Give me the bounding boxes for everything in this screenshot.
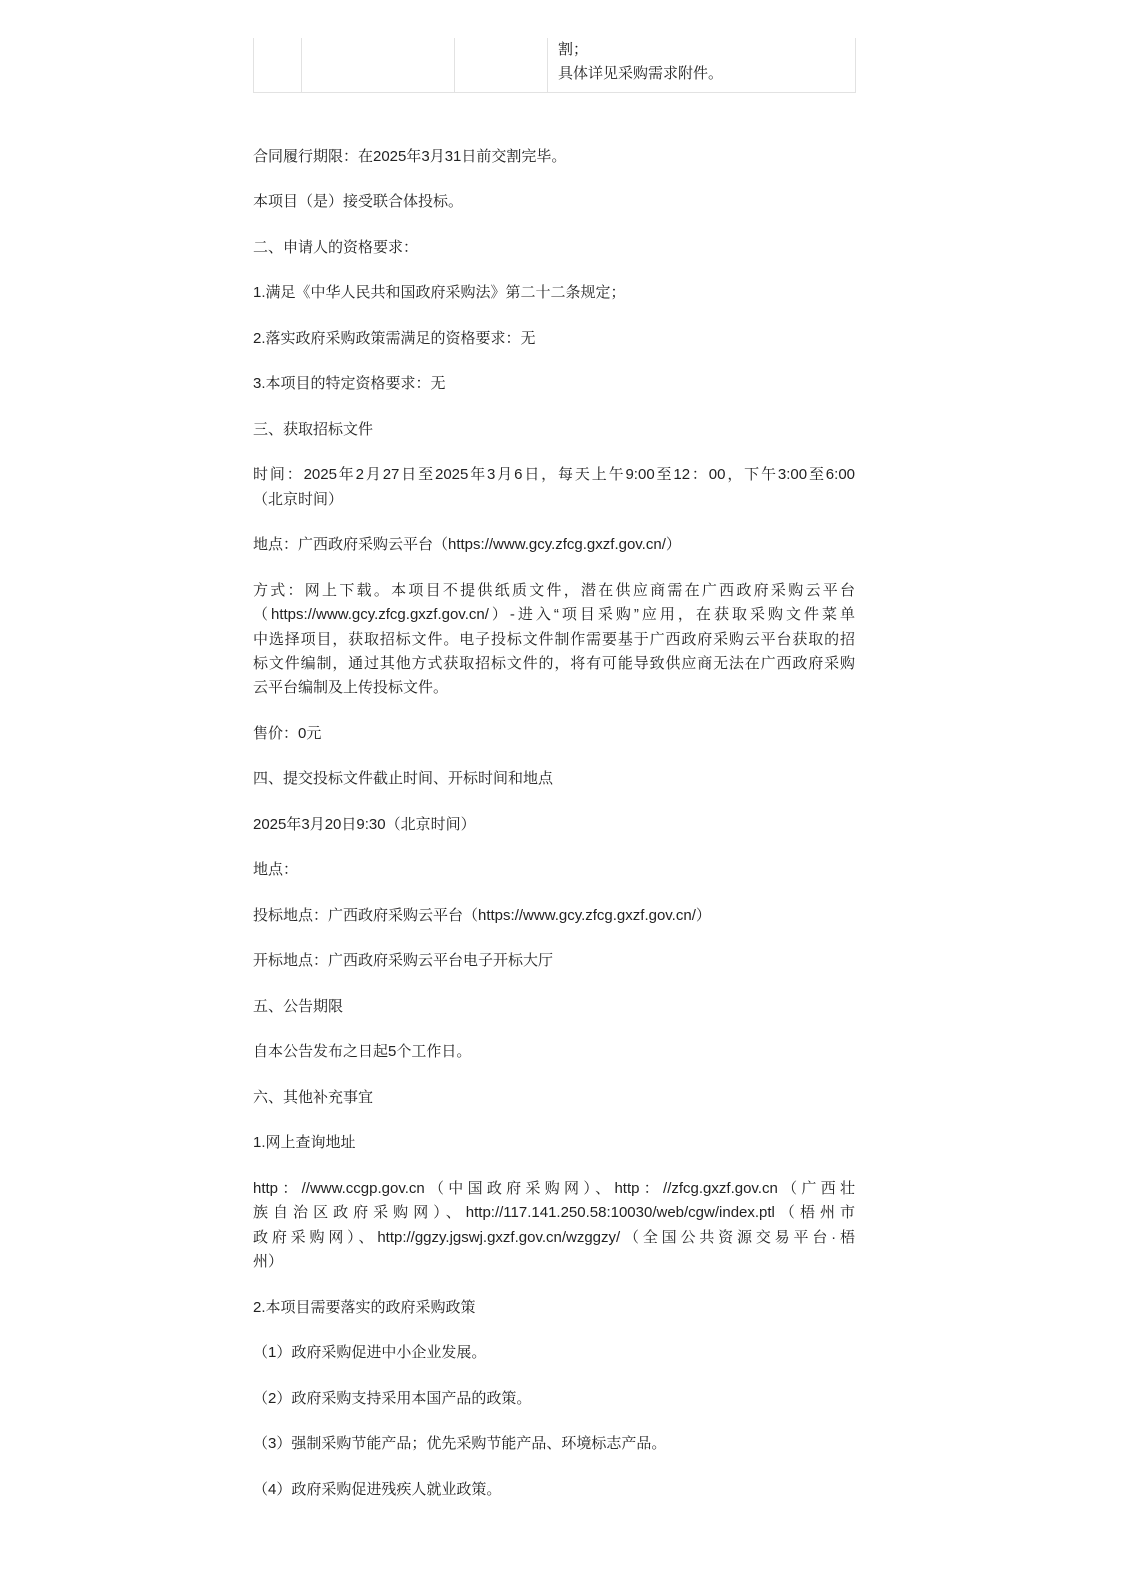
text-line: 方式：网上下载。本项目不提供纸质文件，潜在供应商需在广西政府采购云平台 [253, 581, 855, 599]
section-heading-notice-period: 五、公告期限 [253, 997, 344, 1015]
text-line: 族自治区政府采购网）、http://117.141.250.58:10030/web/cgw/index.ptl（梧州市 [253, 1204, 855, 1222]
section-heading-other-matters: 六、其他补充事宜 [253, 1088, 374, 1106]
notice-period-text: 自本公告发布之日起5个工作日。 [253, 1043, 472, 1061]
qualification-item: 1.满足《中华人民共和国政府采购法》第二十二条规定； [253, 284, 626, 302]
section-heading-obtain-documents: 三、获取招标文件 [253, 420, 374, 438]
requirements-table-fragment [253, 38, 856, 93]
submission-location-label: 地点： [253, 861, 299, 879]
table-cell [455, 38, 548, 92]
policy-item: （4）政府采购促进残疾人就业政策。 [253, 1480, 502, 1498]
text-line: 州） [253, 1253, 284, 1271]
consortium-bid-text: 本项目（是）接受联合体投标。 [253, 193, 464, 211]
announcement-content [253, 38, 855, 1523]
table-cell [302, 38, 455, 92]
opening-location-text: 开标地点：广西政府采购云平台电子开标大厅 [253, 952, 554, 970]
obtain-location-text: 地点：广西政府采购云平台（https://www.gcy.zfcg.gxzf.gov.cn/） [253, 536, 681, 554]
table-cell-requirements [548, 38, 856, 92]
bid-location-text: 投标地点：广西政府采购云平台（https://www.gcy.zfcg.gxzf.gov.cn/） [253, 906, 711, 924]
policy-item: （3）强制采购节能产品；优先采购节能产品、环境标志产品。 [253, 1435, 667, 1453]
text-line: 政府采购网）、http://ggzy.jgswj.gxzf.gov.cn/wzggzy/（全国公共资源交易平台·梧 [253, 1228, 855, 1246]
query-address-text [253, 1177, 855, 1275]
text-line: （北京时间） [253, 490, 344, 508]
contract-period-text: 合同履行期限：在2025年3月31日前交割完毕。 [253, 147, 567, 165]
text-line: （https://www.gcy.zfcg.gxzf.gov.cn/）-进入“项目采购”应用，在获取采购文件菜单 [253, 606, 855, 624]
qualification-item: 3.本项目的特定资格要求：无 [253, 375, 446, 393]
table-row [254, 38, 856, 92]
table-cell [254, 38, 302, 92]
text-line: 标文件编制，通过其他方式获取招标文件的，将有可能导致供应商无法在广西政府采购 [253, 654, 855, 672]
text-line: 中选择项目，获取招标文件。电子投标文件制作需要基于广西政府采购云平台获取的招 [253, 630, 855, 648]
document-price-text: 售价：0元 [253, 724, 322, 742]
obtain-time-text [253, 463, 855, 512]
obtain-method-text [253, 579, 855, 701]
procurement-policy-heading: 2.本项目需要落实的政府采购政策 [253, 1298, 476, 1316]
query-address-heading: 1.网上查询地址 [253, 1134, 356, 1152]
policy-item: （1）政府采购促进中小企业发展。 [253, 1344, 487, 1362]
section-heading-submission: 四、提交投标文件截止时间、开标时间和地点 [253, 770, 554, 788]
qualification-item: 2.落实政府采购政策需满足的资格要求：无 [253, 329, 536, 347]
policy-item: （2）政府采购支持采用本国产品的政策。 [253, 1389, 532, 1407]
text-line: http：//www.ccgp.gov.cn（中国政府采购网）、http：//zfcg.gxzf.gov.cn（广西壮 [253, 1179, 855, 1197]
announcement-body [253, 145, 855, 1502]
section-heading-qualification: 二、申请人的资格要求： [253, 238, 419, 256]
text-line: 时间：2025年2月27日至2025年3月6日，每天上午9:00至12：00，下午3:00至6:00 [253, 466, 855, 484]
table-cell-text-line: 具体详见采购需求附件。 [558, 65, 724, 83]
text-line: 云平台编制及上传投标文件。 [253, 679, 449, 697]
table-cell-text-line: 割； [558, 41, 589, 58]
submission-deadline-text: 2025年3月20日9:30（北京时间） [253, 815, 476, 833]
